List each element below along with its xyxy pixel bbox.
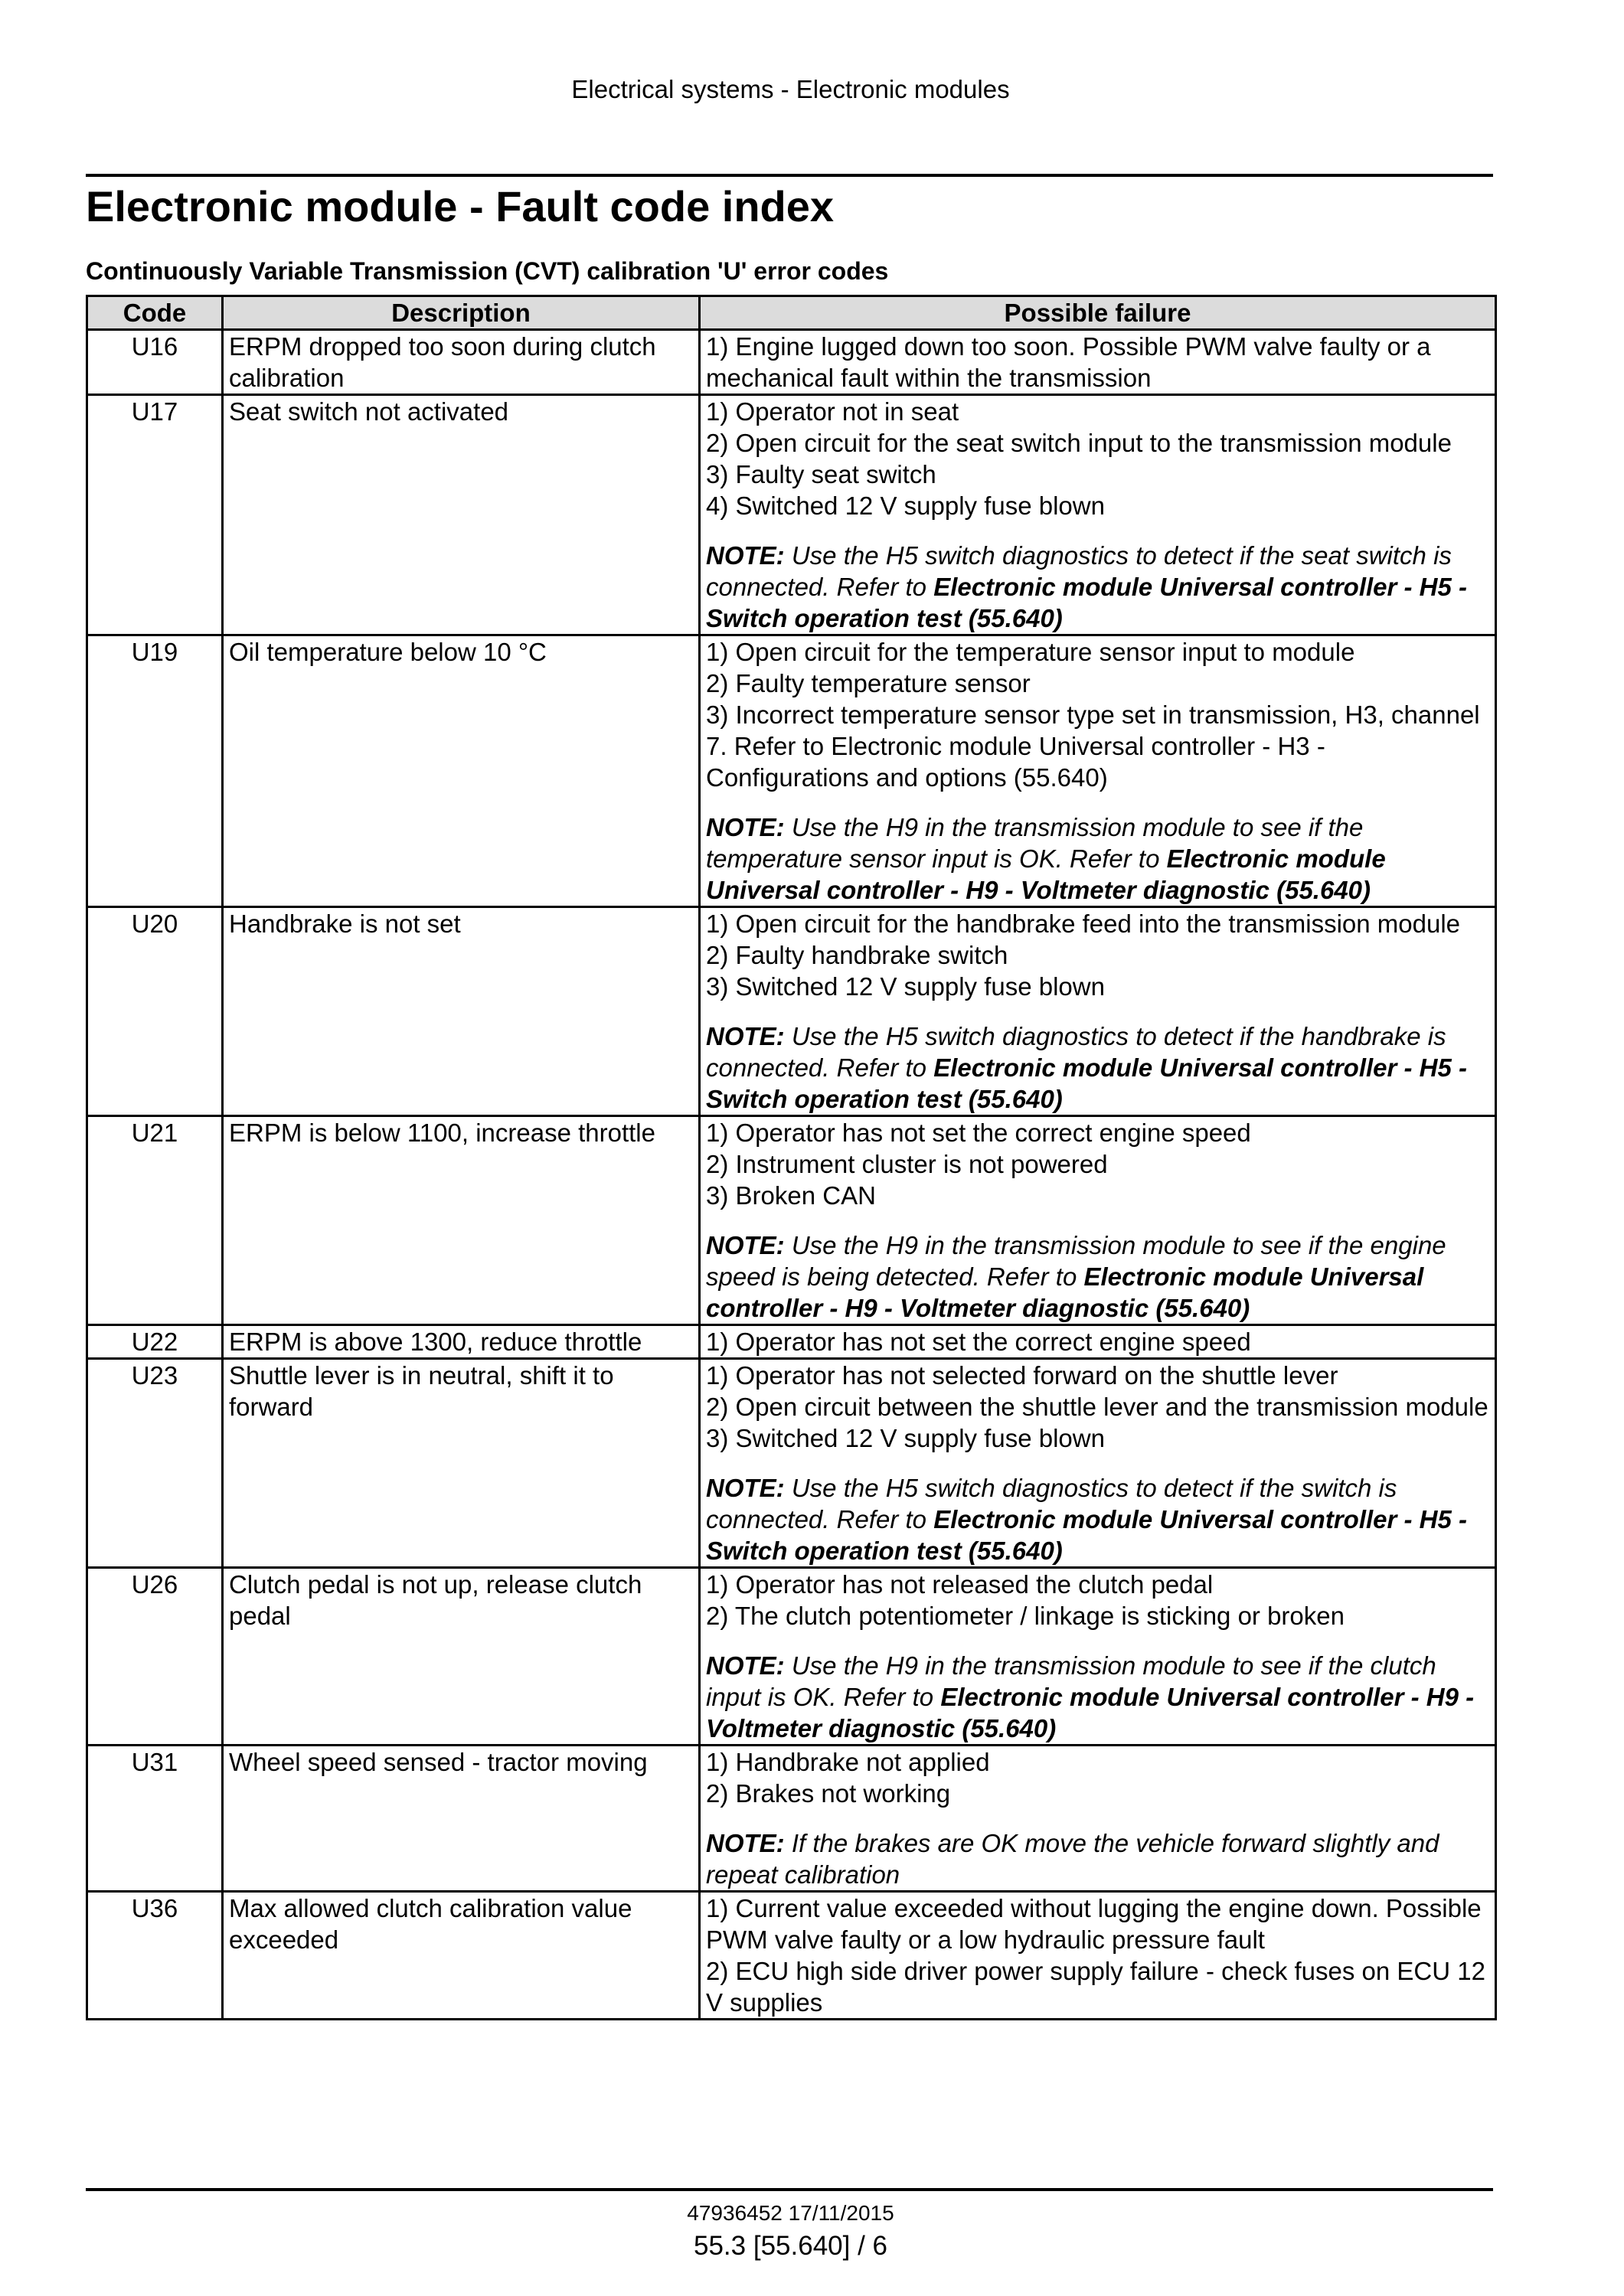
failure-item: 1) Engine lugged down too soon. Possible PWM valve faulty or a mechanical fault within the transmission — [706, 332, 1431, 392]
column-header-description: Description — [223, 296, 700, 330]
table-row — [87, 1892, 1496, 2020]
table-row — [87, 635, 1496, 907]
header-rule — [86, 174, 1493, 177]
column-header-possible-failure: Possible failure — [700, 296, 1496, 330]
fault-description-cell: Wheel speed sensed - tractor moving — [223, 1746, 700, 1892]
document-reference: 47936452 17/11/2015 — [687, 2201, 894, 2225]
possible-failure-cell — [700, 907, 1496, 1116]
fault-description-cell: ERPM dropped too soon during clutch calibration — [223, 330, 700, 395]
failure-item: 1) Handbrake not applied — [706, 1748, 990, 1776]
failure-item: 2) Faulty temperature sensor — [706, 669, 1031, 697]
failure-item: 1) Open circuit for the handbrake feed into the transmission module — [706, 910, 1461, 938]
diagnostic-note: NOTE: Use the H9 in the transmission module to see if the clutch input is OK. Refer to Electronic module Universal controller - H9 - Voltmeter diagnostic (55.640) — [706, 1651, 1475, 1742]
possible-failure-cell — [700, 395, 1496, 635]
failure-item: 2) Instrument cluster is not powered — [706, 1150, 1108, 1178]
possible-failure-cell — [700, 1568, 1496, 1746]
possible-failure-cell — [700, 330, 1496, 395]
possible-failure-cell — [700, 1116, 1496, 1325]
failure-item: 4) Switched 12 V supply fuse blown — [706, 492, 1105, 520]
fault-code-cell: U23 — [87, 1359, 223, 1568]
failure-item: 1) Open circuit for the temperature sensor input to module — [706, 638, 1355, 666]
fault-code-cell: U36 — [87, 1892, 223, 2020]
table-row — [87, 1116, 1496, 1325]
failure-item: 2) Open circuit between the shuttle lever and the transmission module — [706, 1393, 1488, 1421]
fault-code-cell: U16 — [87, 330, 223, 395]
table-row — [87, 330, 1496, 395]
diagnostic-note: NOTE: If the brakes are OK move the vehicle forward slightly and repeat calibration — [706, 1829, 1439, 1889]
fault-code-cell: U17 — [87, 395, 223, 635]
possible-failure-cell — [700, 635, 1496, 907]
table-row — [87, 1746, 1496, 1892]
table-header-row — [87, 296, 1496, 330]
diagnostic-note: NOTE: Use the H5 switch diagnostics to detect if the switch is connected. Refer to Electronic module Universal controller - H5 - Switch operation test (55.640) — [706, 1474, 1468, 1565]
fault-code-cell: U21 — [87, 1116, 223, 1325]
failure-item: 1) Operator not in seat — [706, 397, 959, 426]
table-row — [87, 1568, 1496, 1746]
possible-failure-cell — [700, 1892, 1496, 2020]
fault-code-table — [86, 295, 1497, 2020]
possible-failure-cell — [700, 1325, 1496, 1359]
fault-description-cell: ERPM is below 1100, increase throttle — [223, 1116, 700, 1325]
table-row — [87, 1325, 1496, 1359]
table-row — [87, 1359, 1496, 1568]
failure-item: 2) Open circuit for the seat switch input to the transmission module — [706, 429, 1452, 457]
diagnostic-note: NOTE: Use the H9 in the transmission module to see if the engine speed is being detected. Refer to Electronic module Universal controller - H9 - Voltmeter diagnostic (55.640) — [706, 1231, 1446, 1322]
fault-description-cell: Seat switch not activated — [223, 395, 700, 635]
fault-description-cell: Handbrake is not set — [223, 907, 700, 1116]
page-reference: 55.3 [55.640] / 6 — [694, 2231, 887, 2261]
failure-item: 1) Operator has not set the correct engine speed — [706, 1328, 1251, 1356]
footer-rule — [86, 2188, 1493, 2191]
diagnostic-note: NOTE: Use the H5 switch diagnostics to detect if the handbrake is connected. Refer to Electronic module Universal controller - H5 - Switch operation test (55.640) — [706, 1022, 1468, 1113]
running-header: Electrical systems - Electronic modules — [571, 75, 1010, 103]
fault-code-cell: U26 — [87, 1568, 223, 1746]
failure-item: 3) Switched 12 V supply fuse blown — [706, 1424, 1105, 1452]
failure-item: 2) Brakes not working — [706, 1779, 951, 1808]
possible-failure-cell — [700, 1746, 1496, 1892]
failure-item: 2) Faulty handbrake switch — [706, 941, 1008, 969]
fault-description-cell: ERPM is above 1300, reduce throttle — [223, 1325, 700, 1359]
failure-item: 3) Faulty seat switch — [706, 460, 936, 488]
fault-code-cell: U20 — [87, 907, 223, 1116]
fault-description-cell: Shuttle lever is in neutral, shift it to forward — [223, 1359, 700, 1568]
failure-item: 1) Operator has not selected forward on the shuttle lever — [706, 1361, 1338, 1390]
failure-item: 3) Switched 12 V supply fuse blown — [706, 972, 1105, 1001]
possible-failure-cell — [700, 1359, 1496, 1568]
diagnostic-note: NOTE: Use the H5 switch diagnostics to detect if the seat switch is connected. Refer to Electronic module Universal controller - H5 - Switch operation test (55.640) — [706, 541, 1468, 632]
column-header-code: Code — [87, 296, 223, 330]
failure-item: 1) Operator has not released the clutch pedal — [706, 1570, 1214, 1599]
table-row — [87, 395, 1496, 635]
fault-description-cell: Clutch pedal is not up, release clutch pedal — [223, 1568, 700, 1746]
failure-item: 1) Current value exceeded without lugging the engine down. Possible PWM valve faulty or a low hydraulic pressure fault — [706, 1894, 1482, 1954]
failure-item: 2) ECU high side driver power supply failure - check fuses on ECU 12 V supplies — [706, 1957, 1485, 2017]
page-title: Electronic module - Fault code index — [86, 182, 835, 230]
failure-item: 3) Broken CAN — [706, 1181, 876, 1210]
fault-code-cell: U19 — [87, 635, 223, 907]
fault-code-cell: U22 — [87, 1325, 223, 1359]
failure-item: 2) The clutch potentiometer / linkage is sticking or broken — [706, 1602, 1345, 1630]
diagnostic-note: NOTE: Use the H9 in the transmission module to see if the temperature sensor input is OK. Refer to Electronic module Universal controller - H9 - Voltmeter diagnostic (55.640) — [706, 813, 1386, 904]
failure-item: 1) Operator has not set the correct engine speed — [706, 1119, 1251, 1147]
fault-code-cell: U31 — [87, 1746, 223, 1892]
fault-description-cell: Oil temperature below 10 °C — [223, 635, 700, 907]
section-subtitle: Continuously Variable Transmission (CVT) calibration 'U' error codes — [86, 257, 889, 285]
fault-description-cell: Max allowed clutch calibration value exceeded — [223, 1892, 700, 2020]
failure-item: 3) Incorrect temperature sensor type set in transmission, H3, channel 7. Refer to Electronic module Universal controller - H3 - Configurations and options (55.640) — [706, 701, 1480, 792]
table-row — [87, 907, 1496, 1116]
